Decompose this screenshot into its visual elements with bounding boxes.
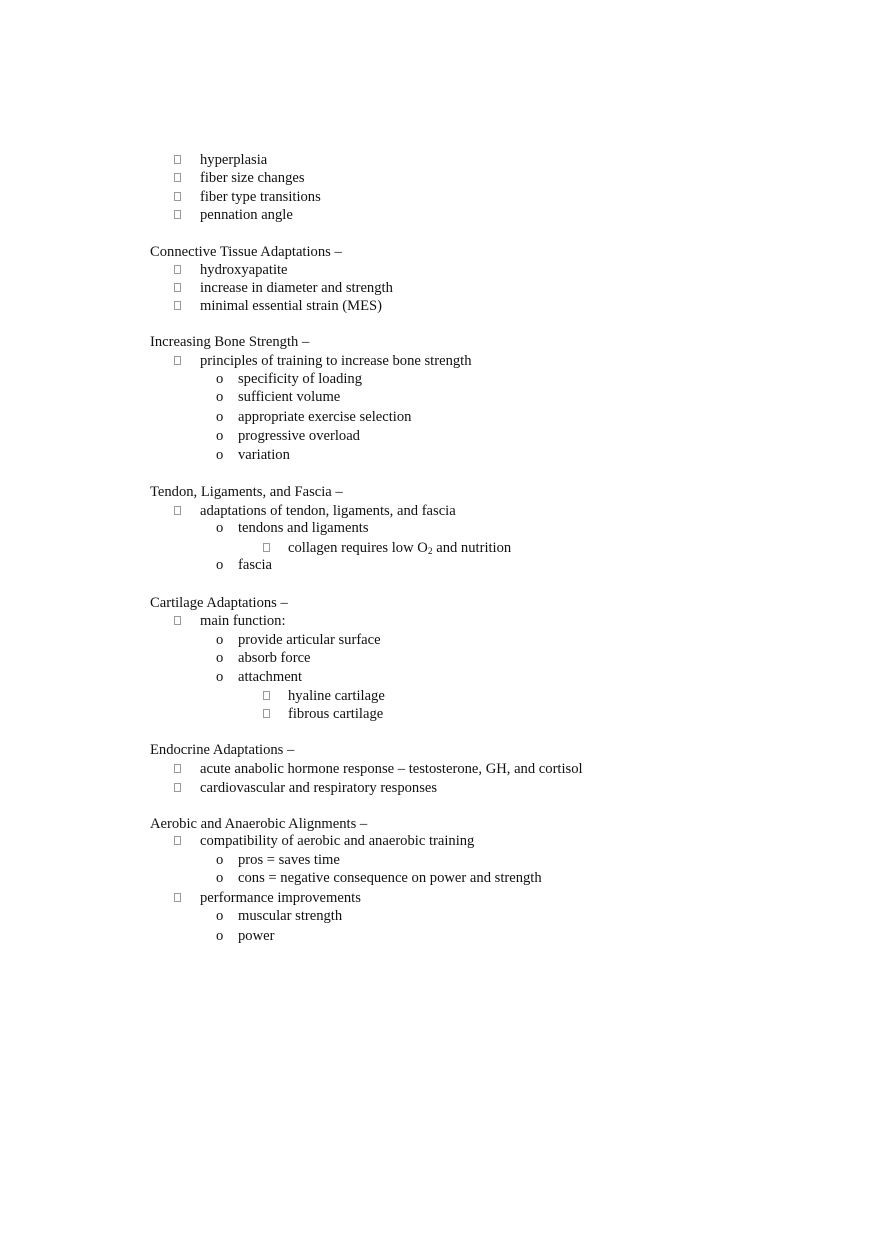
list-item-text: main function: xyxy=(200,613,286,629)
list-item-text: hydroxyapatite xyxy=(200,262,288,278)
list-item-text: cardiovascular and respiratory responses xyxy=(200,780,438,796)
list-item-text: hyperplasia xyxy=(200,152,268,168)
circle-bullet-icon: o xyxy=(216,908,224,924)
circle-bullet-icon: o xyxy=(216,650,224,666)
sub-list-item-text: absorb force xyxy=(238,650,311,666)
list-item-text: acute anabolic hormone response – testosterone, GH, and cortisol xyxy=(200,761,583,777)
sub-list-item-text: provide articular surface xyxy=(238,632,381,648)
circle-bullet-icon: o xyxy=(216,409,224,425)
sub-list-item-text: pros = saves time xyxy=(238,852,340,868)
list-item-text: pennation angle xyxy=(200,207,293,223)
box-bullet-icon xyxy=(174,352,181,370)
circle-bullet-icon: o xyxy=(216,428,224,444)
sub-list-item-text: specificity of loading xyxy=(238,371,363,387)
nutrition-text: and nutrition xyxy=(432,540,512,556)
circle-bullet-icon: o xyxy=(216,669,224,685)
list-item-text: increase in diameter and strength xyxy=(200,280,393,296)
section-heading-tendon: Tendon, Ligaments, and Fascia – xyxy=(150,484,343,500)
sub-sub-list-item-text xyxy=(288,539,511,561)
box-bullet-icon xyxy=(174,188,181,206)
box-bullet-icon xyxy=(174,169,181,187)
sub-list-item-text: tendons and ligaments xyxy=(238,520,369,536)
sub-list-item-text: sufficient volume xyxy=(238,389,341,405)
box-bullet-icon xyxy=(174,206,181,224)
circle-bullet-icon: o xyxy=(216,557,224,573)
box-bullet-icon xyxy=(174,279,181,297)
sub-list-item-text: appropriate exercise selection xyxy=(238,409,412,425)
list-item-text: minimal essential strain (MES) xyxy=(200,298,382,314)
box-bullet-icon xyxy=(174,832,181,850)
sub-list-item-text: progressive overload xyxy=(238,428,360,444)
box-bullet-icon xyxy=(263,539,270,557)
box-bullet-icon xyxy=(174,502,181,520)
list-item-text: fiber type transitions xyxy=(200,189,321,205)
box-bullet-icon xyxy=(174,779,181,797)
box-bullet-icon xyxy=(174,760,181,778)
circle-bullet-icon: o xyxy=(216,928,224,944)
box-bullet-icon xyxy=(174,151,181,169)
box-bullet-icon xyxy=(263,705,270,723)
sub-list-item-text: cons = negative consequence on power and strength xyxy=(238,870,542,886)
sub-sub-list-item-text: hyaline cartilage xyxy=(288,688,385,704)
box-bullet-icon xyxy=(174,889,181,907)
section-heading-aerobic: Aerobic and Anaerobic Alignments – xyxy=(150,816,368,832)
section-heading-cartilage: Cartilage Adaptations – xyxy=(150,595,288,611)
collagen-text: collagen requires low O xyxy=(288,540,428,556)
list-item-text: compatibility of aerobic and anaerobic training xyxy=(200,833,475,849)
circle-bullet-icon: o xyxy=(216,852,224,868)
sub-list-item-text: attachment xyxy=(238,669,303,685)
circle-bullet-icon: o xyxy=(216,520,224,536)
list-item-text: fiber size changes xyxy=(200,170,305,186)
list-item-text: adaptations of tendon, ligaments, and fascia xyxy=(200,503,456,519)
sub-list-item-text: variation xyxy=(238,447,290,463)
section-heading-endocrine: Endocrine Adaptations – xyxy=(150,742,295,758)
sub-sub-list-item-text: fibrous cartilage xyxy=(288,706,384,722)
oxygen-subscript: 2 xyxy=(427,547,433,557)
circle-bullet-icon: o xyxy=(216,632,224,648)
circle-bullet-icon: o xyxy=(216,371,224,387)
sub-list-item-text: fascia xyxy=(238,557,273,573)
sub-list-item-text: muscular strength xyxy=(238,908,343,924)
box-bullet-icon xyxy=(263,687,270,705)
list-item-text: principles of training to increase bone strength xyxy=(200,353,472,369)
section-heading-connective-tissue: Connective Tissue Adaptations – xyxy=(150,244,342,260)
circle-bullet-icon: o xyxy=(216,389,224,405)
list-item-text: performance improvements xyxy=(200,890,361,906)
box-bullet-icon xyxy=(174,297,181,315)
box-bullet-icon xyxy=(174,612,181,630)
sub-list-item-text: power xyxy=(238,928,275,944)
circle-bullet-icon: o xyxy=(216,447,224,463)
section-heading-bone-strength: Increasing Bone Strength – xyxy=(150,334,310,350)
circle-bullet-icon: o xyxy=(216,870,224,886)
box-bullet-icon xyxy=(174,261,181,279)
